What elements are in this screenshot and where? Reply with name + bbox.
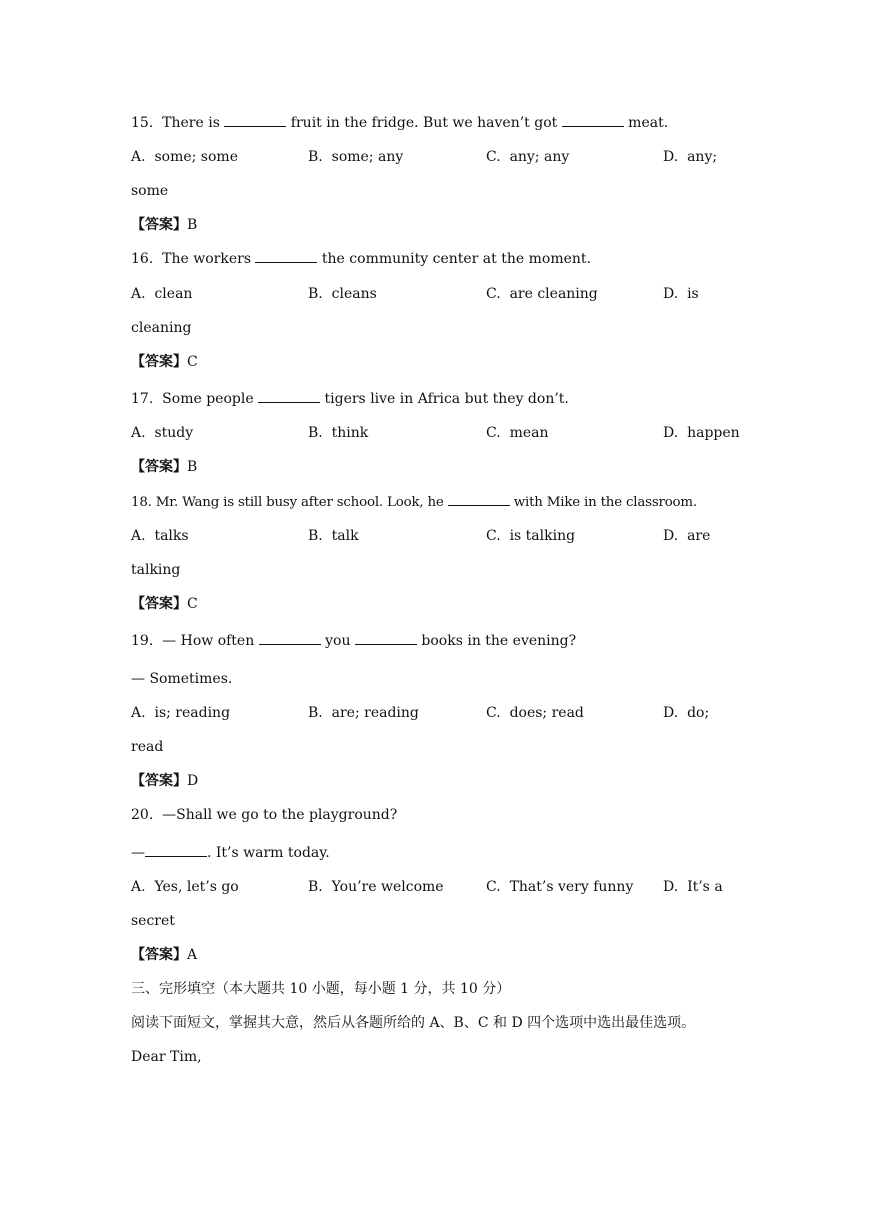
answer-blank xyxy=(562,114,624,127)
letter-salutation: Dear Tim, xyxy=(131,1049,202,1065)
option-c: C. does; read xyxy=(486,705,584,721)
answer-line: 【答案】D xyxy=(131,773,199,789)
option-d: D. any; xyxy=(663,149,718,165)
option-d: D. are xyxy=(663,528,711,544)
answer-line: 【答案】B xyxy=(131,459,198,475)
option-b: B. think xyxy=(308,425,369,441)
question-20-reply: — . It’s warm today. xyxy=(131,845,330,861)
option-wrap: cleaning xyxy=(131,320,192,336)
option-a: A. talks xyxy=(131,528,189,544)
question-19-stem: 19. — How often you books in the evening? xyxy=(131,633,577,649)
option-a: A. clean xyxy=(131,286,193,302)
option-c: C. mean xyxy=(486,425,549,441)
section-instructions: 阅读下面短文，掌握其大意，然后从各题所给的 A、B、C 和 D 四个选项中选出最佳选项。 xyxy=(131,1015,696,1031)
question-20-stem: 20. —Shall we go to the playground? xyxy=(131,807,398,823)
option-a: A. study xyxy=(131,425,194,441)
option-c: C. That’s very funny xyxy=(486,879,634,895)
question-16-stem: 16. The workers the community center at the moment. xyxy=(131,251,591,267)
option-c: C. are cleaning xyxy=(486,286,598,302)
option-d: D. It’s a xyxy=(663,879,723,895)
option-wrap: talking xyxy=(131,562,181,578)
option-b: B. cleans xyxy=(308,286,377,302)
option-b: B. are; reading xyxy=(308,705,419,721)
answer-blank xyxy=(145,844,207,857)
option-d: D. happen xyxy=(663,425,740,441)
answer-blank xyxy=(355,632,417,645)
option-d: D. do; xyxy=(663,705,710,721)
option-c: C. is talking xyxy=(486,528,576,544)
option-b: B. talk xyxy=(308,528,359,544)
question-18-stem: 18. Mr. Wang is still busy after school. Look, he with Mike in the classroom. xyxy=(131,495,697,510)
answer-line: 【答案】A xyxy=(131,947,198,963)
answer-blank xyxy=(259,632,321,645)
option-c: C. any; any xyxy=(486,149,570,165)
answer-line: 【答案】C xyxy=(131,354,198,370)
option-b: B. You’re welcome xyxy=(308,879,444,895)
answer-blank xyxy=(258,390,320,403)
answer-line: 【答案】B xyxy=(131,217,198,233)
option-wrap: secret xyxy=(131,913,175,929)
option-wrap: read xyxy=(131,739,164,755)
option-a: A. some; some xyxy=(131,149,238,165)
option-b: B. some; any xyxy=(308,149,404,165)
option-wrap: some xyxy=(131,183,169,199)
question-17-stem: 17. Some people tigers live in Africa but they don’t. xyxy=(131,391,569,407)
option-a: A. Yes, let’s go xyxy=(131,879,239,895)
answer-line: 【答案】C xyxy=(131,596,198,612)
answer-blank xyxy=(224,114,286,127)
question-15-stem: 15. There is fruit in the fridge. But we haven’t got meat. xyxy=(131,115,669,131)
answer-blank xyxy=(255,250,317,263)
question-19-reply: — Sometimes. xyxy=(131,671,233,687)
answer-blank xyxy=(448,493,510,506)
section-title: 三、完形填空（本大题共 10 小题，每小题 1 分，共 10 分） xyxy=(131,981,511,997)
option-d: D. is xyxy=(663,286,699,302)
option-a: A. is; reading xyxy=(131,705,231,721)
